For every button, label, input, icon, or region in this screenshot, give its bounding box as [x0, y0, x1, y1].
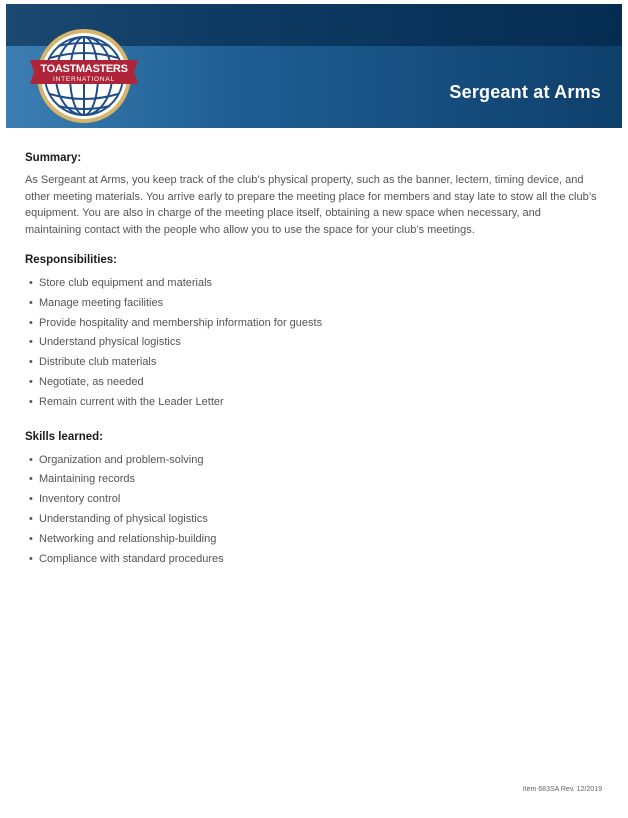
list-item: • Inventory control	[25, 490, 600, 510]
list-item: • Maintaining records	[25, 470, 600, 490]
list-item: • Understand physical logistics	[25, 333, 600, 353]
list-item: • Negotiate, as needed	[25, 373, 600, 393]
list-item: • Store club equipment and materials	[25, 274, 600, 294]
logo-main-text: TOASTMASTERS	[40, 63, 128, 75]
document-body	[25, 152, 600, 587]
page-title: Sergeant at Arms	[449, 82, 601, 102]
responsibilities-heading: Responsibilities:	[25, 254, 118, 266]
list-item: • Networking and relationship-building	[25, 530, 600, 550]
list-item: • Remain current with the Leader Letter	[25, 393, 600, 413]
logo-sub-text: INTERNATIONAL	[53, 76, 115, 83]
list-item: • Distribute club materials	[25, 353, 600, 373]
responsibilities-list	[25, 274, 600, 413]
skills-list	[25, 451, 600, 570]
item-revision-footer: Item 683SA Rev. 12/2019	[522, 786, 602, 793]
skills-heading: Skills learned:	[25, 430, 103, 443]
summary-paragraph: As Sergeant at Arms, you keep track of the club’s physical property, such as the banner, lectern, timing device, and other meeting materials. You arrive early to prepare the meeting place for members and stay late to stow all the club’s equipment. You are also in charge of the meeting place itself, obtaining a new space when necessary, and maintaining contact with the people who allow you to use the space for your club’s meetings.	[25, 174, 597, 236]
list-item: • Organization and problem-solving	[25, 451, 600, 471]
list-item: • Manage meeting facilities	[25, 294, 600, 314]
list-item: • Understanding of physical logistics	[25, 510, 600, 530]
toastmasters-logo-icon	[28, 26, 140, 126]
list-item: • Provide hospitality and membership information for guests	[25, 314, 600, 334]
page-header	[6, 4, 622, 128]
list-item: • Compliance with standard procedures	[25, 550, 600, 570]
summary-heading: Summary:	[25, 152, 82, 164]
